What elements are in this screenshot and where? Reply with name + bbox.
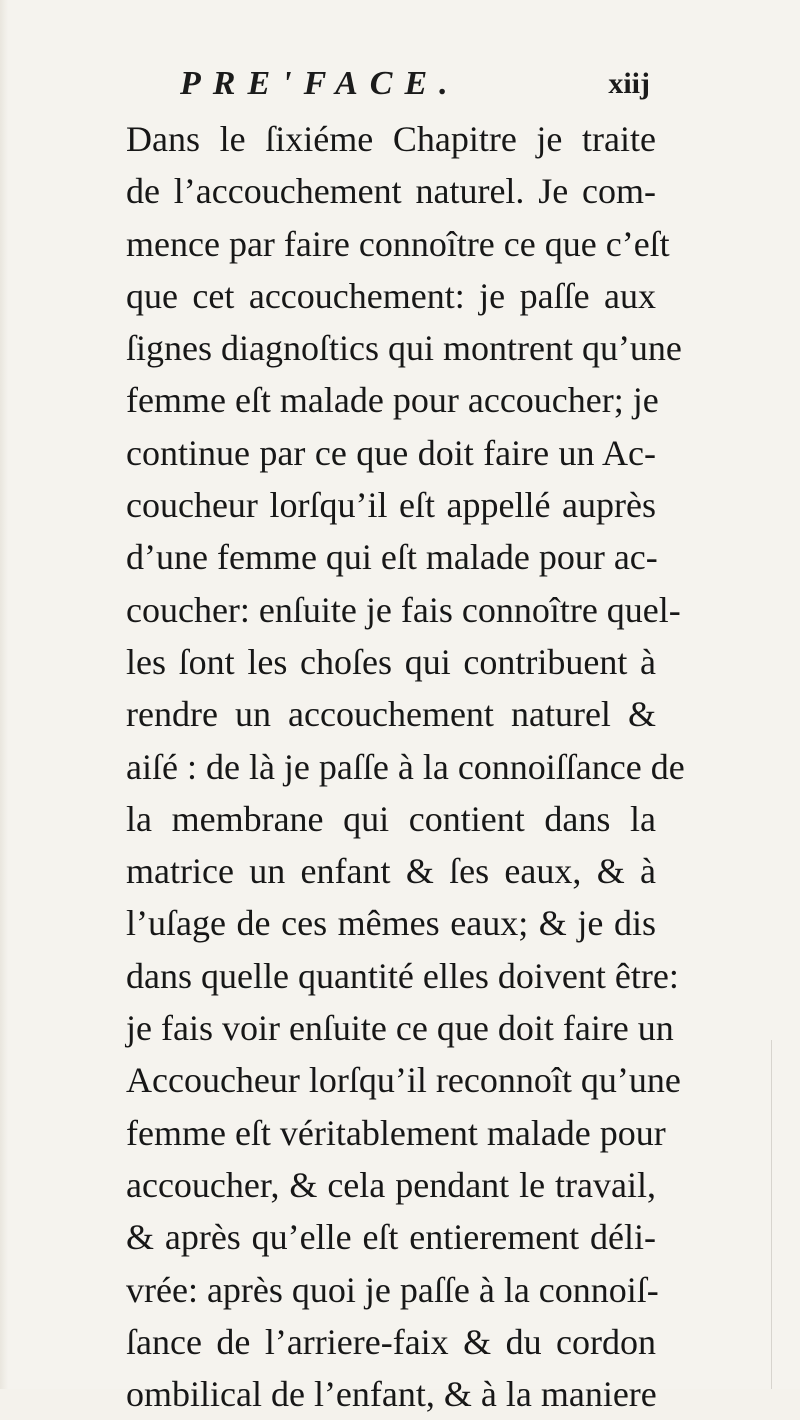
text-line: de l’accouchement naturel. Je com- (126, 171, 656, 212)
text-line: les ſont les choſes qui contribuent à (126, 641, 656, 682)
page-header (180, 62, 650, 106)
text-line: Accoucheur lorſqu’il reconnoît qu’une (126, 1060, 681, 1101)
text-line: que cet accouchement: je paſſe aux (126, 275, 656, 316)
text-line: femme eſt véritablement malade pour (126, 1112, 666, 1153)
text-line: coucher: enſuite je fais connoître quel- (126, 589, 681, 630)
text-line: aiſé : de là je paſſe à la connoiſſance de (126, 746, 685, 787)
text-line: l’uſage de ces mêmes eaux; & je dis (126, 903, 656, 944)
text-line: & après qu’elle eſt entierement déli- (126, 1217, 656, 1258)
text-line: ombilical de l’enfant, & à la maniere (126, 1374, 657, 1415)
text-line: continue par ce que doit faire un Ac- (126, 432, 656, 473)
text-line: dans quelle quantité elles doivent être: (126, 955, 679, 996)
page-edge-mark (771, 1040, 772, 1389)
text-line: rendre un accouchement naturel & (126, 694, 656, 735)
running-title: PRE'FACE. (180, 65, 460, 102)
text-line: ſignes diagnoſtics qui montrent qu’une (126, 328, 682, 369)
text-line: accoucher, & cela pendant le travail, (126, 1164, 656, 1205)
text-line: matrice un enfant & ſes eaux, & à (126, 851, 656, 892)
text-line: femme eſt malade pour accoucher; je (126, 380, 659, 421)
text-line: je fais voir enſuite ce que doit faire un (126, 1008, 674, 1049)
text-line: la membrane qui contient dans la (126, 798, 656, 839)
page-number: xiij (608, 67, 650, 100)
text-line: Dans le ſixiéme Chapitre je traite (126, 119, 656, 159)
text-line: mence par faire connoître ce que c’eſt (126, 223, 670, 264)
text-line: coucheur lorſqu’il eſt appellé auprès (126, 485, 656, 526)
text-line: d’une femme qui eſt malade pour ac- (126, 537, 658, 578)
body-text (126, 113, 685, 1420)
page-gutter-shadow (0, 0, 8, 1389)
text-line: vrée: après quoi je paſſe à la connoiſ- (126, 1269, 659, 1310)
text-line: ſance de l’arriere-faix & du cordon (126, 1321, 656, 1362)
